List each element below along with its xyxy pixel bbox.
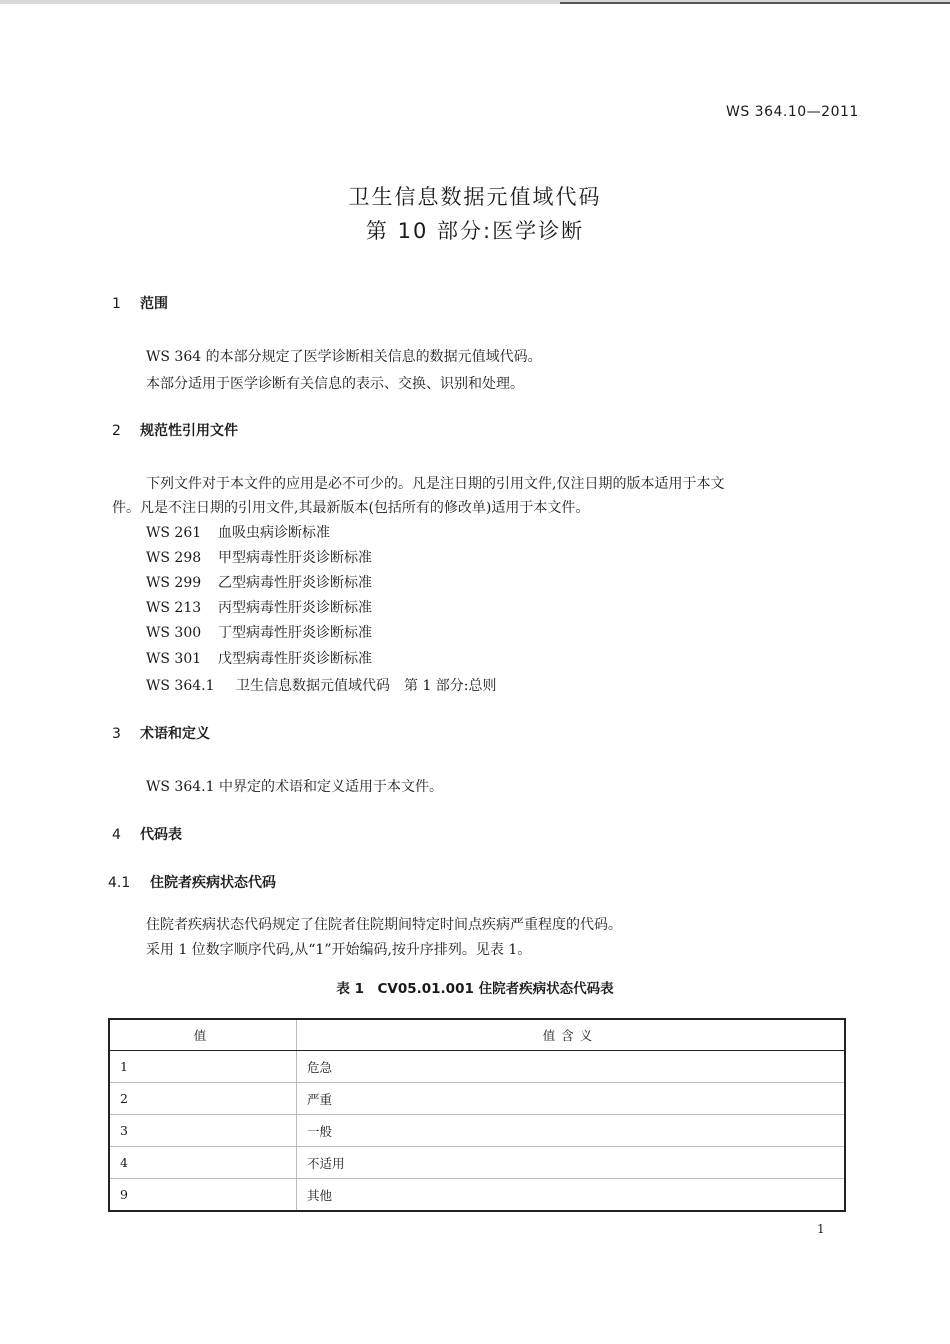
section-title: 术语和定义 [140,726,210,742]
reference-item [146,572,372,592]
cell-meaning: 其他 [297,1179,846,1212]
cell-value: 1 [109,1051,297,1083]
code-table [108,1018,846,1212]
standard-code: WS 364.10—2011 [726,104,859,120]
column-header-value: 值 [109,1019,297,1051]
reference-code: WS 301 [146,651,202,667]
section-number: 4 [112,827,121,843]
reference-code: WS 261 [146,525,202,541]
section-title: 规范性引用文件 [140,423,238,439]
paragraph: 下列文件对于本文件的应用是必不可少的。凡是注日期的引用文件,仅注日期的版本适用于本文 [146,476,725,492]
cell-value: 2 [109,1083,297,1115]
section-number: 3 [112,726,121,742]
table-row [109,1083,845,1115]
table-row [109,1147,845,1179]
reference-name: 血吸虫病诊断标准 [218,525,330,541]
reference-item [146,597,372,617]
section-number: 1 [112,296,121,312]
paragraph: WS 364 的本部分规定了医学诊断相关信息的数据元值域代码。 [146,349,542,365]
section-title: 范围 [140,296,168,312]
table-caption: 表 1 CV05.01.001 住院者疾病状态代码表 [336,981,614,997]
reference-name: 乙型病毒性肝炎诊断标准 [218,575,372,591]
reference-code: WS 300 [146,625,202,641]
page-number: 1 [817,1222,825,1236]
reference-item [146,522,330,542]
paragraph: 住院者疾病状态代码规定了住院者住院期间特定时间点疾病严重程度的代码。 [146,917,622,933]
cell-value: 4 [109,1147,297,1179]
section-title: 住院者疾病状态代码 [150,875,276,891]
reference-name: 戊型病毒性肝炎诊断标准 [218,651,372,667]
section-2-heading [112,420,238,440]
reference-name: 丙型病毒性肝炎诊断标准 [218,600,372,616]
column-header-meaning: 值含义 [297,1019,846,1051]
paragraph: WS 364.1 中界定的术语和定义适用于本文件。 [146,779,443,795]
paragraph: 采用 1 位数字顺序代码,从“1”开始编码,按升序排列。见表 1。 [146,942,532,958]
paragraph: 件。凡是不注日期的引用文件,其最新版本(包括所有的修改单)适用于本文件。 [112,500,590,516]
table-row [109,1051,845,1083]
section-4-1-heading [108,872,276,892]
table-row [109,1115,845,1147]
cell-value: 9 [109,1179,297,1212]
section-4-heading [112,824,182,844]
table-row [109,1179,845,1212]
reference-code: WS 213 [146,600,202,616]
reference-item [146,547,372,567]
reference-item [146,675,497,695]
cell-meaning: 不适用 [297,1147,846,1179]
section-number: 2 [112,423,121,439]
reference-name: 甲型病毒性肝炎诊断标准 [218,550,372,566]
cell-meaning: 危急 [297,1051,846,1083]
cell-value: 3 [109,1115,297,1147]
reference-item [146,622,372,642]
paragraph: 本部分适用于医学诊断有关信息的表示、交换、识别和处理。 [146,376,524,392]
section-title: 代码表 [140,827,182,843]
section-number: 4.1 [108,875,131,891]
reference-name: 丁型病毒性肝炎诊断标准 [218,625,372,641]
reference-item [146,648,372,668]
cell-meaning: 严重 [297,1083,846,1115]
reference-code: WS 364.1 [146,678,215,694]
document-title: 卫生信息数据元值域代码 [348,185,602,209]
reference-code: WS 298 [146,550,202,566]
section-1-heading [112,293,168,313]
document-subtitle: 第 10 部分:医学诊断 [365,219,585,243]
table-header-row [109,1019,845,1051]
reference-code: WS 299 [146,575,202,591]
section-3-heading [112,723,210,743]
scan-line [560,2,950,4]
reference-name: 卫生信息数据元值域代码 第 1 部分:总则 [236,678,497,694]
cell-meaning: 一般 [297,1115,846,1147]
